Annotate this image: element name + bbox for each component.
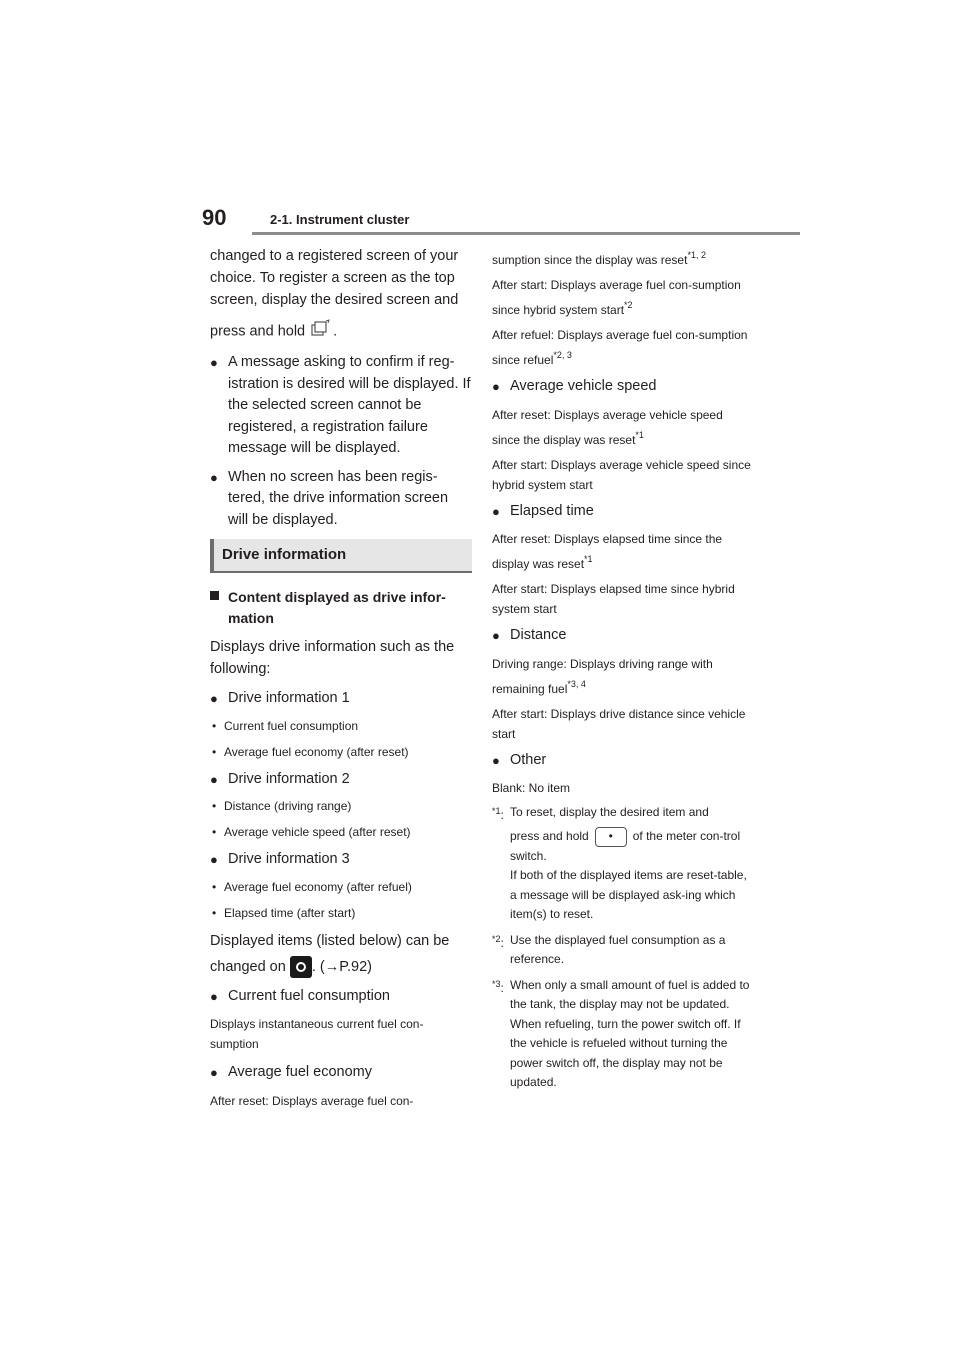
list-item-text: Elapsed time (after start): [224, 905, 356, 920]
footnote-ref: *1, 2: [687, 250, 706, 260]
elapsed-start: After start: Displays elapsed time since hybrid system start: [492, 582, 735, 616]
after-start-fuel: [492, 275, 752, 320]
right-column: [492, 245, 752, 1099]
avg-fuel-desc: After reset: Displays average fuel con-: [210, 1093, 414, 1108]
gear-icon: [290, 956, 312, 978]
list-item: • Current fuel consumption: [212, 718, 359, 733]
press-hold-text: press and hold: [210, 323, 306, 340]
footnote-1: $^{*1}$: To reset, display the desired item and press and hold • of the meter con-trol switch. If both of the displayed items are reset-table, a message will be displayed ask-ing which item(s) to reset.: [492, 803, 752, 925]
list-item: • Distance (driving range): [212, 799, 352, 813]
avg-fuel-continued-text: sumption since the display was reset: [492, 253, 688, 267]
avg-speed-reset-text: After reset: Displays average vehicle speed since the display was reset: [492, 407, 723, 447]
footnote-1-press: press and hold: [510, 828, 589, 843]
press-hold-line: [210, 319, 472, 344]
footnote-ref: *3, 4: [567, 678, 586, 689]
bullet-register-text: A message asking to confirm if reg-istration is desired will be displayed. If the selected screen cannot be registered, a registration failure message will be displayed.: [228, 354, 471, 456]
ok-switch-icon: •: [595, 827, 627, 847]
bullet-noscreen-text: When no screen has been regis-tered, the drive information screen will be displayed.: [228, 468, 449, 528]
drive-info-2-label: Drive information 2: [228, 770, 350, 787]
list-item-text: Average vehicle speed (after reset): [224, 825, 411, 839]
list-item: • Average vehicle speed (after reset): [212, 825, 411, 839]
press-hold-end: .: [333, 323, 338, 340]
current-fuel-item: ● Current fuel consumption: [210, 987, 390, 1004]
current-fuel-desc: Displays instantaneous current fuel con-sumption: [210, 1017, 424, 1052]
list-item: • Average fuel economy (after refuel): [212, 879, 412, 894]
footnote-key: *1: [492, 806, 501, 816]
footnote-key: *2: [492, 933, 501, 944]
drive-info-1-label: Drive information 1: [228, 690, 350, 706]
footnote-1-reset: If both of the displayed items are reset-table, a message will be displayed ask-ing which item(s) to reset.: [510, 868, 747, 921]
after-refuel-text: After refuel: Displays average fuel con-sumption since refuel: [492, 328, 748, 367]
drive-information-heading: Drive information: [210, 539, 472, 573]
avg-speed-item: ● Average vehicle speed: [492, 378, 657, 394]
distance-item: ● Distance: [492, 627, 567, 643]
after-start-fuel-text: After start: Displays average fuel con-sumption since hybrid system start: [492, 278, 741, 317]
footnote-3-text: When only a small amount of fuel is added to the tank, the display may not be updated.: [510, 977, 750, 1011]
distance-label: Distance: [510, 627, 567, 643]
bullet-register: ● A message asking to confirm if reg-istration is desired will be displayed. If the selected screen cannot be registered, a registration failure message will be displayed.: [210, 354, 471, 456]
elapsed-item: ● Elapsed time: [492, 502, 594, 519]
avg-speed-start: After start: Displays average vehicle speed since hybrid system start: [492, 457, 751, 492]
footnote-1-switch: of the meter con-trol switch.: [510, 828, 741, 863]
after-refuel: [492, 325, 752, 370]
list-item-text: Current fuel consumption: [224, 718, 359, 733]
content-heading-text: Content displayed as drive infor-mation: [228, 589, 446, 626]
footnote-3: $^{*3}$: When only a small amount of fuel is added to the tank, the display may not be updated. When refueling, turn the power switch off. If the vehicle is refueled without turning the power switch off, the display may not be updated.: [492, 976, 752, 1093]
footnote-ref: *1: [584, 554, 593, 564]
drive-info-3: ● Drive information 3: [210, 851, 350, 867]
elapsed-reset: [492, 529, 752, 574]
displays-text: Displays drive information such as the following:: [210, 639, 455, 677]
list-item-text: Average fuel economy (after reset): [224, 744, 409, 759]
footnote-ref: *1: [635, 429, 644, 440]
footnote-ref: *2: [624, 300, 633, 310]
header-rule: [252, 232, 800, 235]
avg-speed-label: Average vehicle speed: [510, 378, 657, 394]
section-title: 2-1. Instrument cluster: [270, 212, 410, 227]
other-item: ● Other: [492, 751, 547, 768]
list-item: • Average fuel economy (after reset): [212, 744, 409, 759]
elapsed-label: Elapsed time: [510, 502, 594, 519]
distance-range-text: Driving range: Displays driving range with remaining fuel: [492, 656, 713, 696]
elapsed-reset-text: After reset: Displays elapsed time since the display was reset: [492, 532, 723, 571]
list-item: • Elapsed time (after start): [212, 905, 356, 920]
drive-info-1: ● Drive information 1: [210, 690, 350, 706]
displayed-items-text: Displayed items (listed below) can be: [210, 932, 450, 949]
intro-text: changed to a registered screen of your choice. To register a screen as the top screen, display the desired screen and: [210, 248, 459, 308]
page-number: 90: [202, 205, 227, 230]
left-column: [210, 245, 472, 1116]
content-heading: [210, 587, 472, 629]
footnote-1-line: [510, 827, 752, 867]
drive-info-3-label: Drive information 3: [228, 851, 350, 867]
list-item-text: Distance (driving range): [224, 799, 352, 813]
footnote-1-text: To reset, display the desired item and: [510, 805, 709, 819]
distance-range: [492, 654, 752, 699]
avg-speed-reset: [492, 405, 752, 450]
distance-start: After start: Displays drive distance since vehicle start: [492, 706, 746, 741]
footnote-2-text: Use the displayed fuel consumption as a reference.: [510, 932, 726, 966]
list-item-text: Average fuel economy (after refuel): [224, 879, 412, 894]
avg-fuel-continued: [492, 245, 752, 270]
other-label: Other: [510, 751, 547, 768]
changed-on-text: changed on: [210, 958, 286, 975]
avg-fuel-item: ● Average fuel economy: [210, 1064, 373, 1081]
footnote-key: *3: [492, 978, 501, 989]
footnote-ref: *2, 3: [553, 350, 572, 360]
avg-fuel-label: Average fuel economy: [228, 1064, 373, 1081]
footnote-2: $^{*2}$: Use the displayed fuel consumption as a reference.: [492, 931, 752, 970]
changed-on-line: [210, 956, 472, 978]
screen-hold-icon: [309, 319, 333, 344]
blank-text: Blank: No item: [492, 781, 571, 795]
footnote-3-refuel: When refueling, turn the power switch off. If the vehicle is refueled without turning the power switch off, the display may not be updated.: [510, 1016, 741, 1089]
drive-info-2: ● Drive information 2: [210, 770, 350, 787]
current-fuel-label: Current fuel consumption: [228, 987, 390, 1004]
page-header: [160, 203, 800, 237]
bullet-noscreen: ● When no screen has been regis-tered, the drive information screen will be displayed.: [210, 468, 449, 528]
page-reference: . (→P.92): [311, 958, 373, 975]
